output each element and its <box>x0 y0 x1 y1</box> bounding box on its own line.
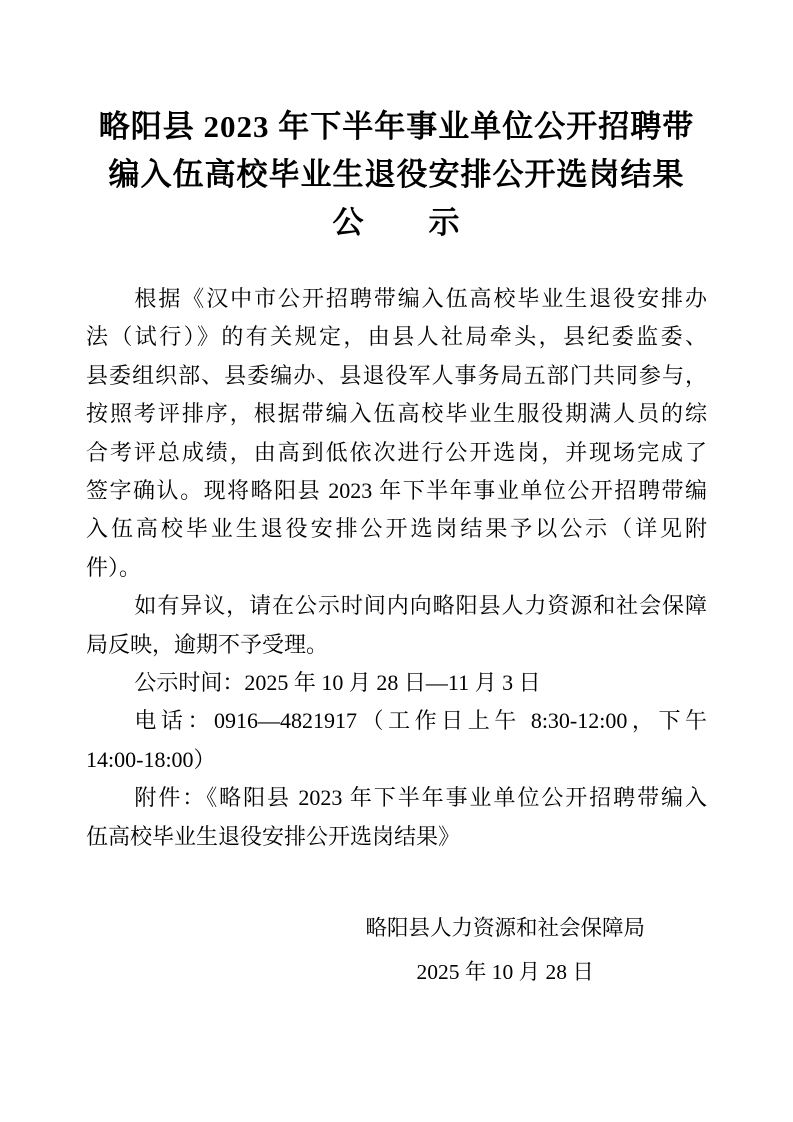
paragraph-publicity-period <box>86 664 707 702</box>
document-body <box>86 280 707 994</box>
signature-org: 略阳县人力资源和社会保障局 <box>365 916 645 941</box>
body-line: 法（试行）》的有关规定，由县人社局牵头，县纪委监委、 <box>86 324 707 350</box>
body-line: 签字确认。现将略阳县 2023 年下半年事业单位公开招聘带编 <box>86 478 707 504</box>
document-title-line-2: 编入伍高校毕业生退役安排公开选岗结果 <box>108 157 685 192</box>
document-title-line-1: 略阳县 2023 年下半年事业单位公开招聘带 <box>98 109 695 144</box>
body-line: 县委组织部、县委编办、县退役军人事务局五部门共同参与， <box>86 362 707 388</box>
paragraph-1 <box>86 280 707 587</box>
paragraph-attachment <box>86 779 707 856</box>
body-line: 局反映，逾期不予受理。 <box>86 631 329 657</box>
body-line: 如有异议，请在公示时间内向略阳县人力资源和社会保障 <box>134 593 707 619</box>
document-title <box>48 103 745 247</box>
body-line: 公示时间：2025 年 10 月 28 日—11 月 3 日 <box>134 670 541 696</box>
body-line: 根据《汉中市公开招聘带编入伍高校毕业生退役安排办 <box>134 286 707 311</box>
signature-date: 2025 年 10 月 28 日 <box>416 960 594 985</box>
body-line: 按照考评排序，根据带编入伍高校毕业生服役期满人员的综 <box>86 401 707 427</box>
document-title-line-3: 公 示 <box>332 205 461 240</box>
body-line: 入伍高校毕业生退役安排公开选岗结果予以公示（详见附 <box>86 516 707 542</box>
body-line: 电话：0916—4821917（工作日上午 8:30-12:00，下午 <box>134 708 707 734</box>
body-line: 合考评总成绩，由高到低依次进行公开选岗，并现场完成了 <box>86 439 707 465</box>
body-line: 伍高校毕业生退役安排公开选岗结果》 <box>86 823 461 849</box>
paragraph-2 <box>86 587 707 664</box>
body-line: 14:00-18:00） <box>86 746 216 772</box>
signature-block <box>365 906 645 994</box>
body-line: 件）。 <box>86 554 142 580</box>
paragraph-phone <box>86 702 707 779</box>
body-line: 附件：《略阳县 2023 年下半年事业单位公开招聘带编入 <box>134 785 707 811</box>
